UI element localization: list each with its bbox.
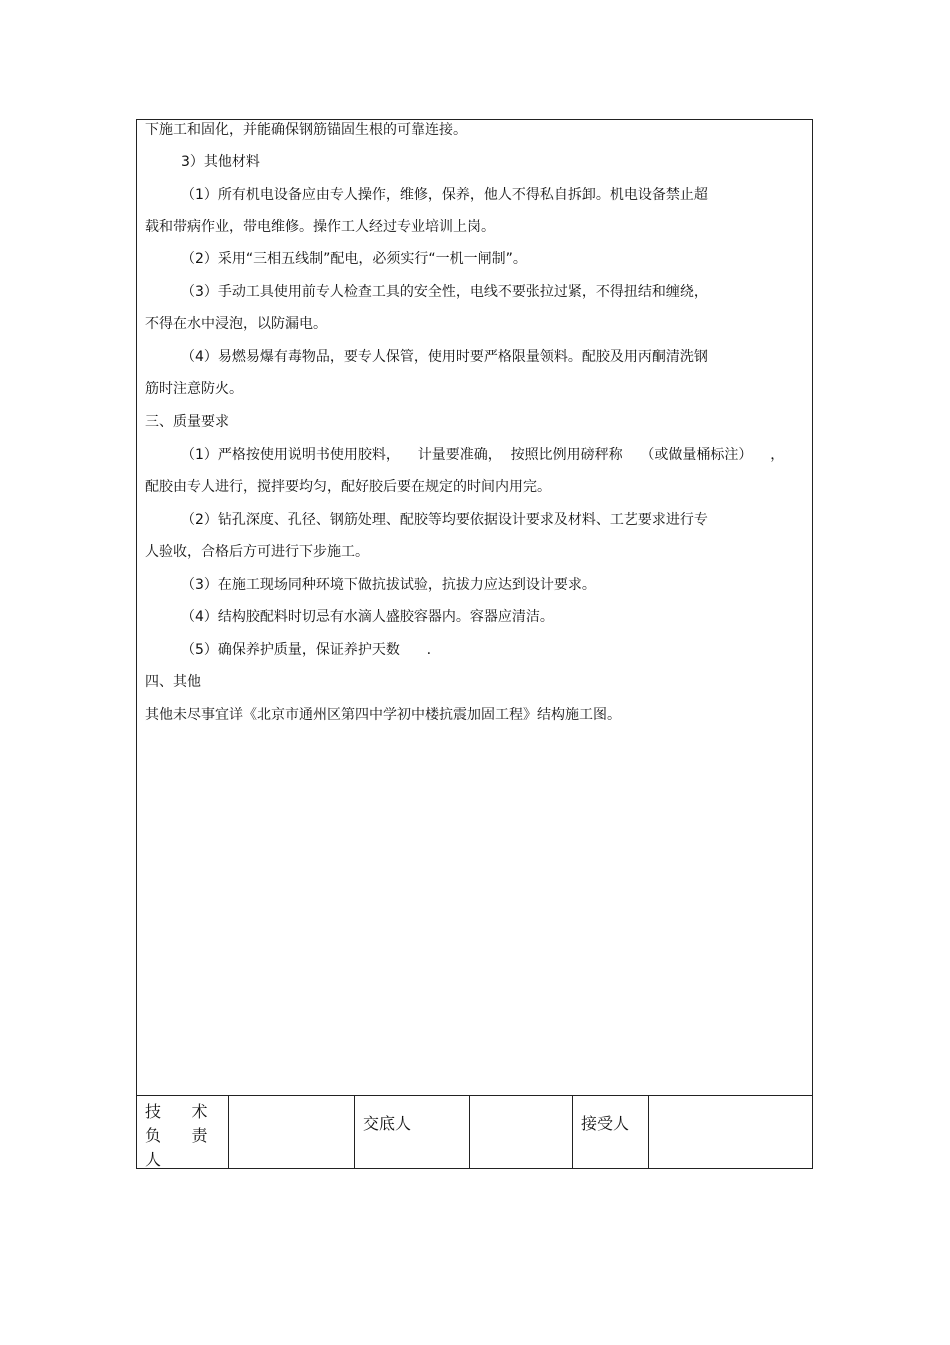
body-text <box>137 120 812 1095</box>
tech-lead-label: 技 术 <box>145 1102 208 1121</box>
body-line: 不得在水中浸泡，以防漏电。 <box>145 316 327 332</box>
signature-row <box>137 1095 812 1168</box>
body-line: （2）采用“三相五线制”配电，必须实行“一机一闸制”。 <box>181 251 527 267</box>
body-line: 其他未尽事宜详《北京市通州区第四中学初中楼抗震加固工程》结构施工图。 <box>145 707 621 723</box>
body-line: 配胶由专人进行，搅拌要均匀，配好胶后要在规定的时间内用完。 <box>145 479 551 495</box>
tech-lead-label: 负 责 <box>145 1126 208 1145</box>
receiver-label: 接受人 <box>581 1114 630 1133</box>
tech-lead-value-cell[interactable] <box>229 1096 355 1168</box>
body-line: （4）易燃易爆有毒物品，要专人保管，使用时要严格限量领料。配胶及用丙酮清洗钢 <box>181 349 708 365</box>
body-line: （1）严格按使用说明书使用胶料， 计量要准确， 按照比例用磅秤称 （或做量桶标注） ， <box>181 447 785 463</box>
body-line: 筋时注意防火。 <box>145 381 243 397</box>
body-line: （2）钻孔深度、孔径、钢筋处理、配胶等均要依据设计要求及材料、工艺要求进行专 <box>181 512 708 528</box>
tech-lead-label-cell <box>137 1096 229 1168</box>
body-line: 人验收，合格后方可进行下步施工。 <box>145 544 369 560</box>
discloser-label-cell <box>355 1096 470 1168</box>
discloser-label: 交底人 <box>363 1114 412 1133</box>
body-line: 下施工和固化，并能确保钢筋锚固生根的可靠连接。 <box>145 122 467 138</box>
tech-lead-label: 人 <box>145 1150 162 1169</box>
section-heading: 四、其他 <box>145 674 201 690</box>
body-line: 3）其他材料 <box>181 154 260 170</box>
body-line: （3）在施工现场同种环境下做抗拔试验，抗拔力应达到设计要求。 <box>181 577 596 593</box>
body-line: （5）确保养护质量，保证养护天数 . <box>181 642 432 658</box>
section-heading: 三、质量要求 <box>145 414 229 430</box>
body-line: 载和带病作业，带电维修。操作工人经过专业培训上岗。 <box>145 219 495 235</box>
body-line: （4）结构胶配料时切忌有水滴人盛胶容器内。容器应清洁。 <box>181 609 554 625</box>
discloser-value-cell[interactable] <box>470 1096 573 1168</box>
body-line: （3）手动工具使用前专人检查工具的安全性，电线不要张拉过紧，不得扭结和缠绕， <box>181 284 708 300</box>
document-frame <box>136 119 813 1169</box>
receiver-value-cell[interactable] <box>649 1096 812 1168</box>
receiver-label-cell <box>573 1096 649 1168</box>
body-line: （1）所有机电设备应由专人操作，维修，保养，他人不得私自拆卸。机电设备禁止超 <box>181 187 708 203</box>
